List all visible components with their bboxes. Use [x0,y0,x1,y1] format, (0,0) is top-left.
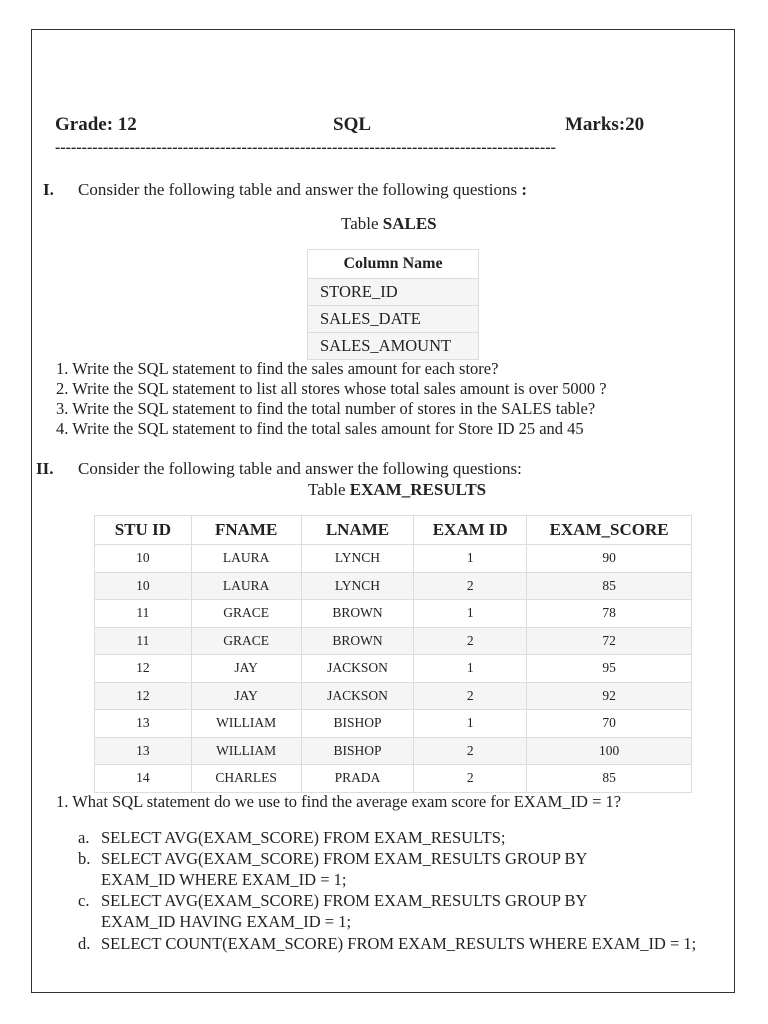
exam-table-header: STU ID [95,516,192,545]
table-cell: 90 [527,545,692,573]
table-cell: 72 [527,627,692,655]
table-cell: LAURA [191,545,301,573]
exam-caption-name: EXAM_RESULTS [349,480,487,499]
table-row [95,545,692,573]
table-cell: LYNCH [301,545,414,573]
table-cell: JACKSON [301,682,414,710]
table-cell: 10 [95,545,192,573]
exam-table-header: EXAM ID [414,516,527,545]
exam-caption-prefix: Table [308,480,350,499]
sales-column-name: STORE_ID [308,279,479,306]
table-cell: 12 [95,655,192,683]
table-row [95,572,692,600]
option-letter: d. [78,934,91,953]
table-cell: 78 [527,600,692,628]
table-cell: 14 [95,765,192,793]
table-cell: WILLIAM [191,737,301,765]
table-cell: 95 [527,655,692,683]
section-1-question: 1. Write the SQL statement to find the sales amount for each store? [56,359,499,378]
sales-table-header: Column Name [308,250,479,279]
table-cell: GRACE [191,600,301,628]
table-cell: 2 [414,572,527,600]
section-1-colon: : [521,180,528,199]
section-2-instruction: Consider the following table and answer the following questions: [78,459,522,478]
exam-table-header: FNAME [191,516,301,545]
table-row [95,600,692,628]
marks-label: Marks:20 [565,114,645,135]
sales-table-caption [341,214,437,234]
table-cell: JAY [191,655,301,683]
section-1-instruction-text: Consider the following table and answer the following questions [78,180,518,199]
section-1-question: 4. Write the SQL statement to find the total sales amount for Store ID 25 and 45 [56,419,584,438]
table-cell: 2 [414,737,527,765]
section-1-question: 2. Write the SQL statement to list all stores whose total sales amount is over 5000 ? [56,379,607,398]
table-cell: JAY [191,682,301,710]
table-row [95,655,692,683]
option-text: SELECT AVG(EXAM_SCORE) FROM EXAM_RESULTS GROUP BY EXAM_ID HAVING EXAM_ID = 1; [101,891,587,931]
table-cell: LAURA [191,572,301,600]
sales-column-name: SALES_DATE [308,306,479,333]
option-text: SELECT AVG(EXAM_SCORE) FROM EXAM_RESULTS; [101,828,506,847]
sales-caption-name: SALES [382,214,437,233]
sales-table [307,249,479,360]
option-letter: a. [78,828,90,847]
header-separator: ---------------------------------------------------------------------------------------------- [55,139,556,156]
table-row [95,710,692,738]
section-2-question: 1. What SQL statement do we use to find the average exam score for EXAM_ID = 1? [56,792,622,811]
table-cell: 85 [527,765,692,793]
option-letter: c. [78,891,90,910]
sales-caption-prefix: Table [341,214,383,233]
table-cell: 2 [414,627,527,655]
table-cell: BROWN [301,627,414,655]
table-cell: BISHOP [301,737,414,765]
section-1-question: 3. Write the SQL statement to find the total number of stores in the SALES table? [56,399,596,418]
exam-table-header: EXAM_SCORE [527,516,692,545]
section-1-instruction [78,180,527,200]
table-cell: LYNCH [301,572,414,600]
table-cell: 13 [95,710,192,738]
exam-table-body [95,545,692,793]
table-row [95,627,692,655]
table-cell: 12 [95,682,192,710]
table-cell: 1 [414,600,527,628]
exam-results-table [94,515,692,793]
exam-table-caption [308,480,486,500]
subject-title: SQL [333,114,372,135]
table-row [95,682,692,710]
table-cell: 10 [95,572,192,600]
table-cell: 70 [527,710,692,738]
sales-column-name: SALES_AMOUNT [308,333,479,360]
table-cell: 92 [527,682,692,710]
table-cell: GRACE [191,627,301,655]
table-cell: JACKSON [301,655,414,683]
table-cell: 100 [527,737,692,765]
table-cell: WILLIAM [191,710,301,738]
table-cell: 1 [414,545,527,573]
table-cell: 2 [414,765,527,793]
grade-label: Grade: 12 [55,114,137,135]
exam-table-header: LNAME [301,516,414,545]
table-row [95,737,692,765]
option-letter: b. [78,849,91,868]
table-cell: CHARLES [191,765,301,793]
table-cell: 1 [414,710,527,738]
table-row [95,765,692,793]
section-1-number: I. [43,180,54,199]
table-cell: BISHOP [301,710,414,738]
option-text: SELECT COUNT(EXAM_SCORE) FROM EXAM_RESULTS WHERE EXAM_ID = 1; [101,934,697,953]
table-cell: 13 [95,737,192,765]
table-cell: 11 [95,600,192,628]
section-2-number: II. [36,459,54,478]
table-cell: 1 [414,655,527,683]
table-cell: 2 [414,682,527,710]
option-text: SELECT AVG(EXAM_SCORE) FROM EXAM_RESULTS GROUP BY EXAM_ID WHERE EXAM_ID = 1; [101,849,587,889]
table-cell: 85 [527,572,692,600]
table-cell: PRADA [301,765,414,793]
table-cell: 11 [95,627,192,655]
table-cell: BROWN [301,600,414,628]
